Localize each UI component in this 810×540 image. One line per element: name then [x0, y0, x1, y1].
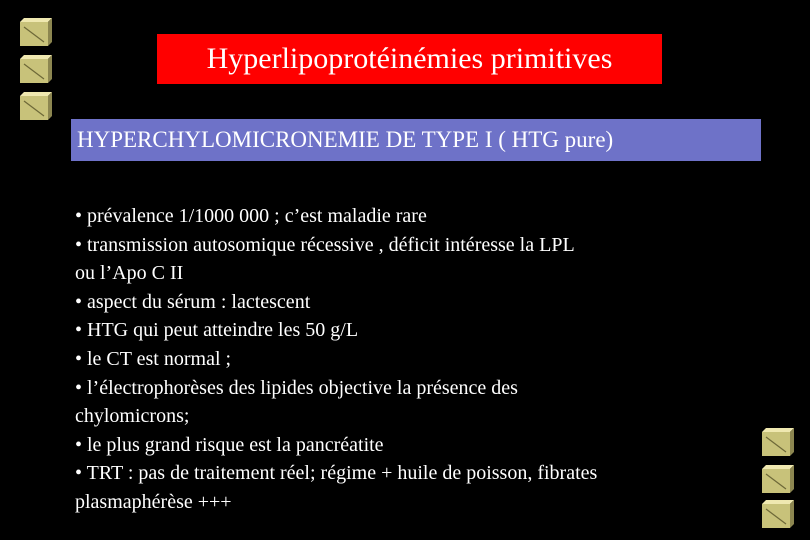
bullet-line: • le plus grand risque est la pancréatite	[75, 433, 384, 456]
beveled-cube-icon	[762, 428, 794, 456]
bullet-line: • aspect du sérum : lactescent	[75, 290, 311, 313]
beveled-cube-icon	[20, 18, 52, 46]
bullet-line: • le CT est normal ;	[75, 347, 232, 370]
bullet-line: • HTG qui peut atteindre les 50 g/L	[75, 319, 359, 342]
bullet-line: chylomicrons;	[75, 405, 190, 428]
beveled-cube-icon	[762, 500, 794, 528]
bullet-line: • l’électrophorèses des lipides objective la présence des	[75, 376, 518, 399]
beveled-cube-icon	[20, 55, 52, 83]
bullet-line: • transmission autosomique récessive , déficit intéresse la LPL	[75, 233, 575, 256]
bullet-list	[75, 202, 735, 517]
slide-title: Hyperlipoprotéinémies primitives	[157, 34, 662, 84]
bullet-line: plasmaphérèse +++	[75, 490, 232, 513]
slide-subtitle: HYPERCHYLOMICRONEMIE DE TYPE I ( HTG pure)	[71, 119, 761, 161]
bullet-line: • TRT : pas de traitement réel; régime + huile de poisson, fibrates	[75, 462, 598, 485]
bullet-line: • prévalence 1/1000 000 ; c’est maladie rare	[75, 205, 427, 227]
beveled-cube-icon	[762, 465, 794, 493]
bullet-line: ou l’Apo C II	[75, 262, 184, 285]
beveled-cube-icon	[20, 92, 52, 120]
